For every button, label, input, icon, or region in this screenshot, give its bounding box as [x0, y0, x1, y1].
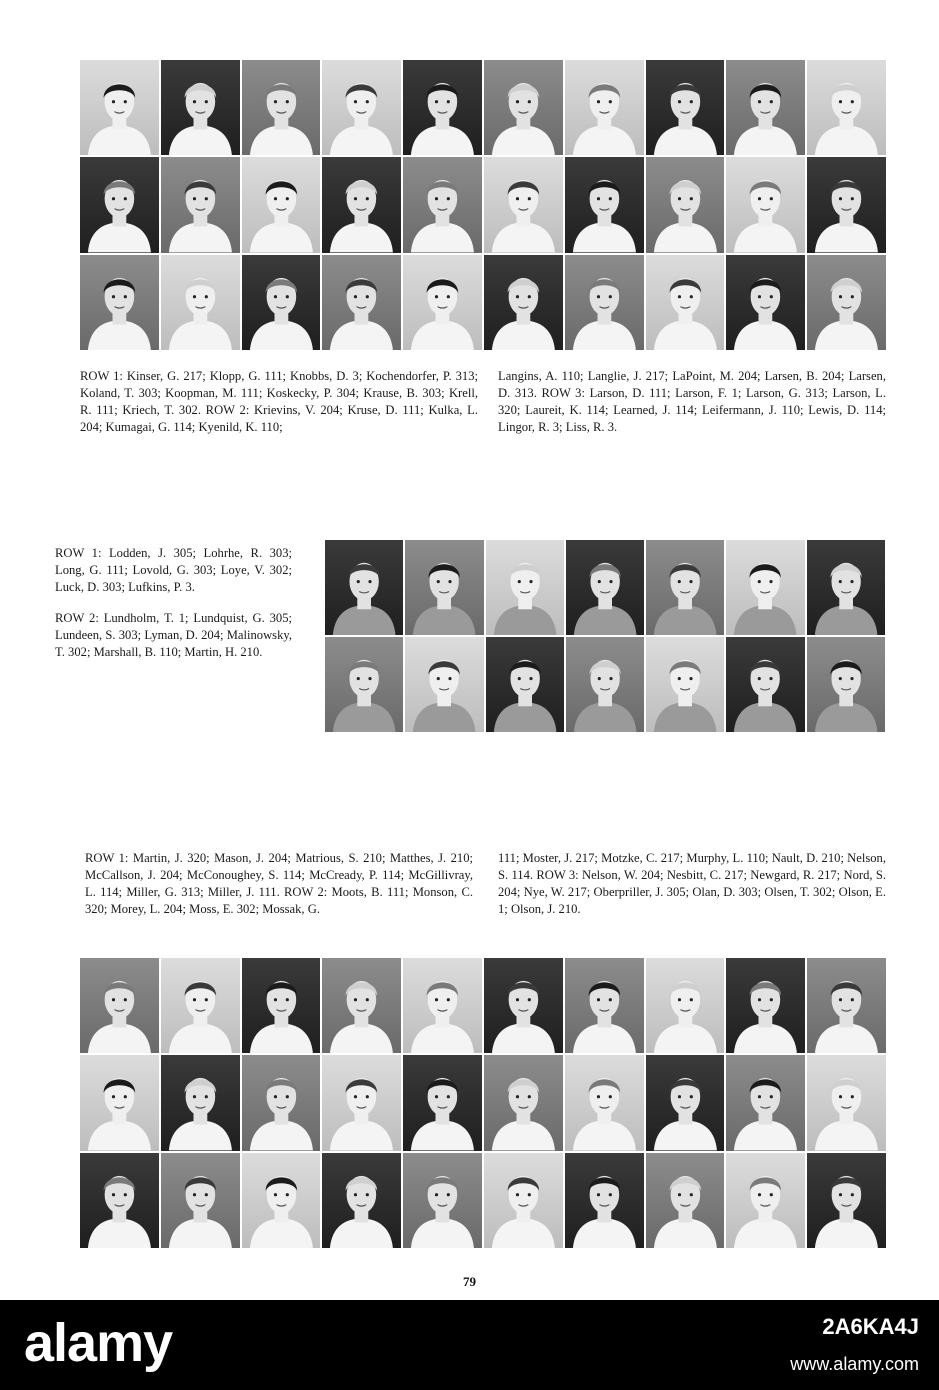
student-portrait	[646, 540, 724, 635]
image-id: 2A6KA4J	[822, 1314, 919, 1339]
student-portrait	[486, 637, 564, 732]
student-portrait	[565, 157, 644, 252]
portrait-grid-section-2	[325, 540, 885, 732]
caption-section-3-right	[498, 850, 886, 932]
caption-row-1: ROW 1: Lodden, J. 305; Lohrhe, R. 303; Long, G. 111; Lovold, G. 303; Loye, V. 302; Luck, D. 303; Lufkins, P. 3.	[55, 546, 292, 594]
student-portrait	[484, 1153, 563, 1248]
caption-text: ROW 1: Martin, J. 320; Mason, J. 204; Matrious, S. 210; Matthes, J. 210; McCallson, J. 204; McConoughey, S. 114; McCready, P. 114; McGillivray, L. 114; Miller, G. 313; Miller, J. 111. ROW 2: Moots, B. 111; Monson, C. 320; Morey, L. 204; Moss, E. 302; Mossak, G.	[85, 851, 473, 916]
student-portrait	[566, 637, 644, 732]
student-portrait	[484, 60, 563, 155]
student-portrait	[80, 60, 159, 155]
student-portrait	[807, 958, 886, 1053]
watermark-footer	[0, 1300, 939, 1390]
student-portrait	[161, 60, 240, 155]
brand-logo[interactable]: alamy	[24, 1313, 173, 1373]
caption-text: Langins, A. 110; Langlie, J. 217; LaPoint, M. 204; Larsen, B. 204; Larsen, D. 313. ROW 3: Larson, D. 111; Larson, F. 1; Larson, G. 313; Larson, L. 320; Laureit, K. 114; Learned, J. 114; Leifermann, J. 110; Lewis, D. 114; Lingor, R. 3; Liss, R. 3.	[498, 369, 886, 434]
student-portrait	[807, 540, 885, 635]
student-portrait	[726, 540, 804, 635]
portrait-grid-section-1	[80, 60, 886, 350]
caption-text: ROW 1: Kinser, G. 217; Klopp, G. 111; Knobbs, D. 3; Kochendorfer, P. 313; Koland, T. 303; Koopman, M. 111; Koskecky, P. 304; Krause, B. 303; Krell, R. 111; Kriech, T. 302. ROW 2: Krievins, V. 204; Kruse, D. 111; Kulka, L. 204; Kumagai, G. 114; Kyenild, K. 110;	[80, 369, 478, 434]
portrait-grid-section-3	[80, 958, 886, 1248]
student-portrait	[807, 157, 886, 252]
student-portrait	[484, 1055, 563, 1150]
student-portrait	[403, 60, 482, 155]
student-portrait	[565, 1153, 644, 1248]
student-portrait	[161, 1055, 240, 1150]
student-portrait	[726, 958, 805, 1053]
student-portrait	[242, 1153, 321, 1248]
student-portrait	[80, 958, 159, 1053]
student-portrait	[646, 157, 725, 252]
student-portrait	[484, 958, 563, 1053]
student-portrait	[161, 958, 240, 1053]
student-portrait	[322, 1055, 401, 1150]
student-portrait	[403, 1055, 482, 1150]
student-portrait	[486, 540, 564, 635]
student-portrait	[405, 637, 483, 732]
student-portrait	[807, 1153, 886, 1248]
student-portrait	[322, 1153, 401, 1248]
caption-section-3-left	[85, 850, 473, 932]
student-portrait	[566, 540, 644, 635]
caption-section-1-right	[498, 368, 886, 450]
student-portrait	[325, 540, 403, 635]
student-portrait	[484, 157, 563, 252]
student-portrait	[726, 157, 805, 252]
student-portrait	[807, 60, 886, 155]
student-portrait	[80, 157, 159, 252]
student-portrait	[726, 1153, 805, 1248]
caption-section-2	[55, 545, 292, 674]
student-portrait	[726, 1055, 805, 1150]
student-portrait	[322, 157, 401, 252]
student-portrait	[726, 255, 805, 350]
student-portrait	[646, 958, 725, 1053]
student-portrait	[242, 1055, 321, 1150]
student-portrait	[161, 1153, 240, 1248]
student-portrait	[403, 255, 482, 350]
student-portrait	[242, 157, 321, 252]
student-portrait	[646, 60, 725, 155]
student-portrait	[726, 637, 804, 732]
student-portrait	[322, 255, 401, 350]
student-portrait	[646, 1153, 725, 1248]
student-portrait	[161, 157, 240, 252]
caption-section-1-left	[80, 368, 478, 450]
student-portrait	[807, 1055, 886, 1150]
student-portrait	[726, 60, 805, 155]
student-portrait	[405, 540, 483, 635]
student-portrait	[484, 255, 563, 350]
student-portrait	[565, 958, 644, 1053]
student-portrait	[403, 1153, 482, 1248]
student-portrait	[646, 255, 725, 350]
site-url[interactable]: www.alamy.com	[790, 1354, 919, 1374]
student-portrait	[646, 1055, 725, 1150]
caption-row-2: ROW 2: Lundholm, T. 1; Lundquist, G. 305; Lundeen, S. 303; Lyman, D. 204; Malinowsky, T. 302; Marshall, B. 110; Martin, H. 210.	[55, 610, 292, 659]
student-portrait	[565, 1055, 644, 1150]
student-portrait	[403, 157, 482, 252]
student-portrait	[325, 637, 403, 732]
page-number: 79	[463, 1274, 476, 1289]
student-portrait	[807, 255, 886, 350]
student-portrait	[242, 60, 321, 155]
student-portrait	[403, 958, 482, 1053]
student-portrait	[242, 958, 321, 1053]
student-portrait	[80, 1055, 159, 1150]
student-portrait	[80, 1153, 159, 1248]
student-portrait	[646, 637, 724, 732]
student-portrait	[80, 255, 159, 350]
caption-text: 111; Moster, J. 217; Motzke, C. 217; Murphy, L. 110; Nault, D. 210; Nelson, S. 114. ROW 3: Nelson, W. 204; Nesbitt, C. 217; Newgard, R. 217; Nord, S. 204; Nye, W. 217; Oberpriller, J. 305; Olan, D. 303; Olsen, T. 302; Olson, E. 1; Olson, J. 210.	[498, 851, 886, 916]
student-portrait	[242, 255, 321, 350]
student-portrait	[322, 958, 401, 1053]
student-portrait	[565, 60, 644, 155]
student-portrait	[807, 637, 885, 732]
student-portrait	[565, 255, 644, 350]
student-portrait	[322, 60, 401, 155]
student-portrait	[161, 255, 240, 350]
